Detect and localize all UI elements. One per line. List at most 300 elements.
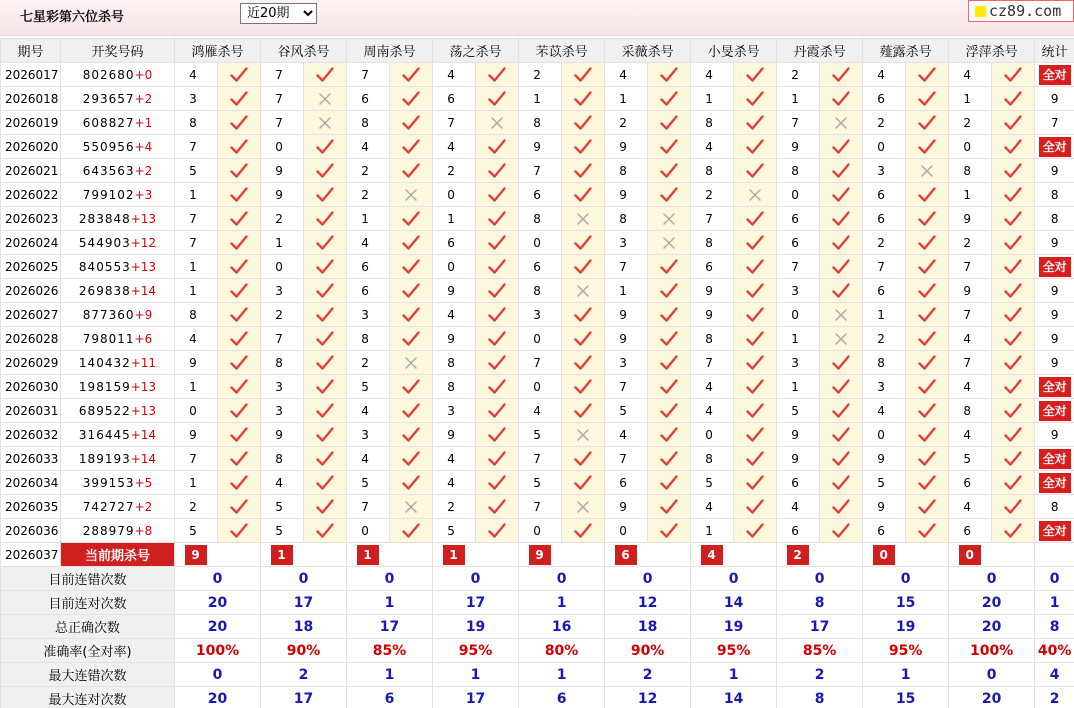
col-header-expert: 周南杀号 [347,39,433,63]
all-correct-badge: 全对 [1039,401,1071,421]
check-icon [820,139,862,155]
stat-cell [1035,519,1074,543]
result-cell [218,135,261,159]
result-cell [648,447,691,471]
check-icon [992,331,1034,347]
result-cell [648,375,691,399]
kill-number-cell: 5 [261,495,304,519]
kill-number-cell: 8 [347,327,390,351]
check-icon [476,523,518,539]
result-cell [648,135,691,159]
kill-number-cell: 4 [949,63,992,87]
result-cell [304,63,347,87]
summary-value: 0 [347,567,433,591]
check-icon [476,379,518,395]
check-icon [906,475,948,491]
kill-number-cell: 9 [777,423,820,447]
cross-icon [648,212,690,226]
period-cell: 2026028 [1,327,61,351]
check-icon [562,91,604,107]
kill-number-cell: 2 [347,351,390,375]
check-icon [906,67,948,83]
kill-number-cell: 8 [949,159,992,183]
result-cell [906,255,949,279]
kill-number-cell: 2 [691,183,734,207]
kill-number-cell: 5 [261,519,304,543]
kill-number-cell: 0 [519,519,562,543]
check-icon [992,499,1034,515]
result-cell [218,351,261,375]
period-cell: 2026035 [1,495,61,519]
draw-digits: 544903 [78,235,131,250]
check-icon [734,115,776,131]
summary-value: 20 [949,591,1035,615]
result-cell [992,231,1035,255]
result-cell [218,231,261,255]
check-icon [476,139,518,155]
current-kill-cell [691,543,777,567]
check-icon [476,427,518,443]
kill-number-cell: 3 [261,279,304,303]
kill-number-cell: 5 [863,471,906,495]
draw-number-cell [61,399,175,423]
draw-digits: 742727 [82,499,135,514]
col-header-expert: 丹霞杀号 [777,39,863,63]
result-cell [648,231,691,255]
kill-number-cell: 2 [949,231,992,255]
result-cell [820,279,863,303]
kill-number-cell: 5 [175,519,218,543]
draw-sum: +2 [134,91,153,106]
result-cell [562,495,605,519]
result-cell [476,447,519,471]
col-header-expert: 芣苡杀号 [519,39,605,63]
summary-value: 12 [605,687,691,708]
result-cell [992,279,1035,303]
check-icon [992,475,1034,491]
kill-number-cell: 8 [519,207,562,231]
result-cell [992,375,1035,399]
result-cell [820,183,863,207]
result-cell [390,327,433,351]
kill-number-cell: 5 [519,471,562,495]
kill-number-cell: 3 [261,375,304,399]
check-icon [734,139,776,155]
check-icon [390,235,432,251]
draw-sum: +13 [130,379,157,394]
check-icon [562,475,604,491]
check-icon [992,115,1034,131]
table-header-row [1,39,1074,63]
draw-number-cell [61,87,175,111]
kill-number-cell: 9 [605,183,648,207]
result-cell [218,87,261,111]
kill-number-cell: 9 [777,135,820,159]
result-cell [304,447,347,471]
kill-number-cell: 2 [777,63,820,87]
table-row [1,135,1074,159]
current-kill-cell [347,543,433,567]
kill-number-cell: 3 [519,303,562,327]
table-row [1,63,1074,87]
check-icon [820,451,862,467]
period-cell: 2026029 [1,351,61,375]
result-cell [820,351,863,375]
result-cell [562,111,605,135]
check-icon [218,403,260,419]
current-kill-cell [863,543,949,567]
kill-number-cell: 0 [175,399,218,423]
result-cell [906,279,949,303]
result-cell [648,159,691,183]
col-header-expert: 浮萍杀号 [949,39,1035,63]
summary-value: 1 [519,591,605,615]
kill-number-cell: 7 [519,447,562,471]
col-header-expert: 小旻杀号 [691,39,777,63]
result-cell [476,231,519,255]
result-cell [820,471,863,495]
period-cell: 2026021 [1,159,61,183]
check-icon [218,355,260,371]
kill-number-cell: 4 [691,399,734,423]
kill-number-cell: 4 [949,423,992,447]
draw-digits: 840553 [78,259,131,274]
result-cell [476,135,519,159]
result-cell [218,495,261,519]
draw-digits: 283848 [78,211,131,226]
result-cell [906,183,949,207]
period-cell: 2026023 [1,207,61,231]
result-cell [906,87,949,111]
check-icon [476,163,518,179]
kill-number-cell: 9 [519,135,562,159]
result-cell [648,63,691,87]
check-icon [304,163,346,179]
result-cell [304,375,347,399]
result-cell [734,303,777,327]
kill-number-cell: 8 [261,447,304,471]
check-icon [562,331,604,347]
draw-sum: +2 [134,163,153,178]
check-icon [304,259,346,275]
check-icon [218,379,260,395]
result-cell [476,519,519,543]
kill-number-cell: 1 [605,87,648,111]
check-icon [820,67,862,83]
summary-row [1,663,1074,687]
stat-cell [1035,63,1074,87]
result-cell [734,207,777,231]
result-cell [906,159,949,183]
check-icon [992,259,1034,275]
result-cell [562,231,605,255]
current-kill-cell [949,543,1035,567]
cross-icon [820,332,862,346]
summary-value: 20 [175,615,261,639]
period-cell: 2026022 [1,183,61,207]
kill-number-cell: 9 [433,327,476,351]
summary-value: 19 [433,615,519,639]
summary-value: 20 [949,615,1035,639]
check-icon [648,475,690,491]
kill-number-cell: 6 [949,519,992,543]
result-cell [476,183,519,207]
summary-value: 18 [261,615,347,639]
kill-number-cell: 2 [863,231,906,255]
kill-number-cell: 3 [261,399,304,423]
result-cell [390,207,433,231]
result-cell [992,423,1035,447]
result-cell [390,231,433,255]
check-icon [562,355,604,371]
summary-stat-value: 40% [1035,639,1074,663]
result-cell [820,519,863,543]
check-icon [304,187,346,203]
page-title: 七星彩第六位杀号 [20,10,125,25]
stat-cell [1035,255,1074,279]
draw-sum: +2 [134,499,153,514]
kill-number-cell: 1 [519,87,562,111]
check-icon [734,307,776,323]
check-icon [992,523,1034,539]
check-icon [304,355,346,371]
result-cell [304,327,347,351]
all-correct-badge: 全对 [1039,257,1071,277]
result-cell [648,255,691,279]
kill-number-cell: 3 [605,351,648,375]
kill-number-cell: 8 [691,447,734,471]
kill-number-cell: 6 [863,87,906,111]
result-cell [476,87,519,111]
period-cell: 2026026 [1,279,61,303]
result-cell [304,207,347,231]
kill-number-cell: 4 [347,231,390,255]
check-icon [218,427,260,443]
result-cell [390,183,433,207]
check-icon [390,403,432,419]
kill-number-cell: 8 [605,159,648,183]
kill-number-cell: 7 [605,375,648,399]
check-icon [906,403,948,419]
kill-number-cell: 4 [949,327,992,351]
draw-number-cell [61,327,175,351]
check-icon [218,523,260,539]
kill-number-cell: 6 [519,183,562,207]
check-icon [906,283,948,299]
summary-value: 0 [519,567,605,591]
kill-number-cell: 1 [949,183,992,207]
current-kill-badge: 2 [787,545,809,565]
result-cell [648,279,691,303]
result-cell [476,279,519,303]
check-icon [992,379,1034,395]
check-icon [218,259,260,275]
cross-icon [648,236,690,250]
summary-value: 1 [519,663,605,687]
result-cell [734,159,777,183]
kill-number-cell: 6 [605,471,648,495]
result-cell [218,327,261,351]
site-logo[interactable] [968,0,1074,22]
period-cell: 2026017 [1,63,61,87]
kill-number-cell: 1 [175,471,218,495]
kill-number-cell: 5 [347,375,390,399]
draw-sum: +5 [134,475,153,490]
kill-number-cell: 9 [605,327,648,351]
check-icon [648,427,690,443]
current-kill-badge: 1 [271,545,293,565]
result-cell [648,399,691,423]
check-icon [476,283,518,299]
col-header-stat: 统计 [1035,39,1074,63]
kill-number-cell: 4 [777,495,820,519]
check-icon [906,427,948,443]
result-cell [648,87,691,111]
table-row [1,303,1074,327]
stat-cell: 9 [1035,231,1074,255]
result-cell [906,327,949,351]
summary-value: 17 [261,687,347,708]
draw-digits: 399153 [82,475,135,490]
kill-number-cell: 2 [175,495,218,519]
draw-sum: +8 [134,523,153,538]
kill-number-cell: 4 [863,63,906,87]
check-icon [648,523,690,539]
check-icon [476,259,518,275]
current-period-cell: 2026037 [1,543,61,567]
kill-number-cell: 2 [863,327,906,351]
check-icon [476,211,518,227]
result-cell [476,63,519,87]
check-icon [218,139,260,155]
check-icon [734,67,776,83]
draw-digits: 799102 [82,187,135,202]
kill-number-cell: 3 [347,423,390,447]
kill-number-cell: 1 [347,207,390,231]
result-cell [992,327,1035,351]
kill-number-cell: 7 [261,327,304,351]
cross-icon [304,116,346,130]
kill-number-cell: 8 [949,399,992,423]
draw-digits: 288979 [82,523,135,538]
result-cell [390,255,433,279]
kill-number-cell: 7 [175,447,218,471]
kill-number-cell: 3 [347,303,390,327]
result-cell [562,159,605,183]
check-icon [390,115,432,131]
result-cell [304,279,347,303]
check-icon [218,499,260,515]
kill-number-cell: 2 [347,159,390,183]
result-cell [562,255,605,279]
result-cell [218,255,261,279]
result-cell [820,159,863,183]
check-icon [218,475,260,491]
result-cell [820,399,863,423]
result-cell [992,471,1035,495]
summary-value: 8 [777,591,863,615]
check-icon [476,91,518,107]
kill-number-cell: 7 [519,351,562,375]
result-cell [648,111,691,135]
kill-number-cell: 9 [949,207,992,231]
all-correct-badge: 全对 [1039,65,1071,85]
kill-number-cell: 1 [777,375,820,399]
table-row [1,231,1074,255]
summary-value: 18 [605,615,691,639]
period-range-select[interactable] [240,3,317,24]
kill-number-cell: 2 [433,159,476,183]
result-cell [304,423,347,447]
current-kill-badge: 4 [701,545,723,565]
result-cell [734,111,777,135]
draw-digits: 802680 [82,67,135,82]
table-row [1,495,1074,519]
col-header-expert: 谷风杀号 [261,39,347,63]
kill-number-cell: 6 [863,279,906,303]
kill-number-cell: 9 [863,495,906,519]
cross-icon [562,284,604,298]
summary-value: 1 [347,663,433,687]
result-cell [562,471,605,495]
check-icon [820,283,862,299]
check-icon [992,451,1034,467]
draw-sum: +9 [134,307,153,322]
result-cell [218,447,261,471]
table-row [1,207,1074,231]
draw-sum: +12 [130,235,157,250]
kill-number-cell: 9 [777,447,820,471]
check-icon [218,331,260,347]
current-period-row [1,543,1074,567]
period-cell: 2026020 [1,135,61,159]
summary-value: 2 [605,663,691,687]
stat-cell: 9 [1035,303,1074,327]
check-icon [992,211,1034,227]
check-icon [390,331,432,347]
stat-cell: 8 [1035,183,1074,207]
result-cell [734,423,777,447]
result-cell [390,495,433,519]
kill-number-cell: 9 [863,447,906,471]
period-cell: 2026018 [1,87,61,111]
summary-value: 1 [691,663,777,687]
draw-number-cell [61,375,175,399]
summary-value: 15 [863,591,949,615]
check-icon [648,139,690,155]
draw-number-cell [61,159,175,183]
summary-label: 最大连错次数 [1,663,175,687]
kill-number-cell: 0 [777,303,820,327]
kill-number-cell: 1 [777,87,820,111]
result-cell [906,231,949,255]
check-icon [906,451,948,467]
result-cell [304,135,347,159]
check-icon [734,91,776,107]
result-cell [390,471,433,495]
table-row [1,279,1074,303]
result-cell [734,471,777,495]
summary-value: 1 [863,663,949,687]
result-cell [562,519,605,543]
draw-digits: 293657 [82,91,135,106]
check-icon [906,307,948,323]
result-cell [476,207,519,231]
check-icon [906,499,948,515]
kill-number-cell: 4 [863,399,906,423]
check-icon [562,163,604,179]
cross-icon [304,92,346,106]
